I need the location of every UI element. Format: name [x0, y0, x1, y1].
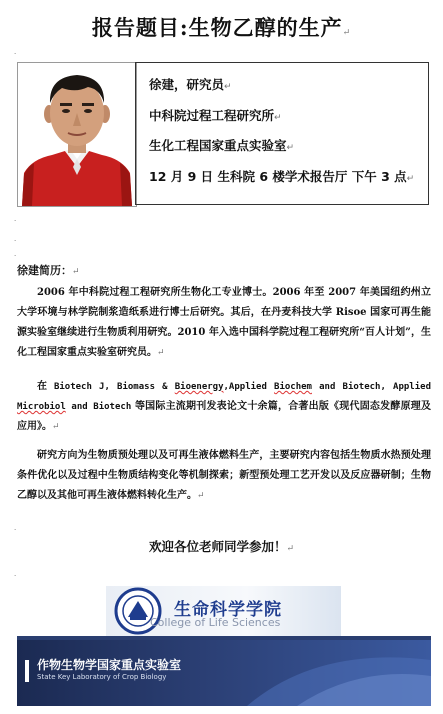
bio-paragraph-publications: 在 Biotech J, Biomass & Bioenergy,Applied Biochem and Biotech, Applied Microbiol and Biotech 等国际主流期刊发表论文十余篇，合著出版《现代固态发酵原理及应用》。↵ [17, 381, 432, 432]
speaker-name: 徐建，研究员↵ [149, 77, 232, 92]
bio-heading: 徐建简历：↵ [17, 264, 80, 277]
journal-list: Biotech J, Biomass & Bioenergy,Applied Biochem and Biotech, Applied Microbiol and Biotech [17, 382, 431, 412]
college-banner [106, 586, 341, 636]
college-name-cn: 生命科学学院 [174, 600, 282, 620]
welcome-message: 欢迎各位老师同学参加！↵ [148, 539, 295, 554]
bio-paragraph-research: 研究方向为生物质预处理以及可再生液体燃料生产，主要研究内容包括生物质水热预处理条件优化以及过程中生物质结构变化等机制探索；新型预处理工艺开发以及反应器研制；生物乙醇以及其他可再生液体燃料转化生产。↵ [17, 450, 431, 501]
bio-paragraph-education: 2006 年中科院过程工程研究所生物化工专业博士。2006 年至 2007 年美国纽约州立大学环境与林学院制浆造纸系进行博士后研究。其后，在丹麦科技大学 Risoe 国家可再生能源实验室继续进行生物质利用研究。2010 年入选中国科学院过程工程研究所“百人计划”，生化工程国家重点实验室研究员。↵ [17, 287, 431, 358]
speaker-info-box [135, 62, 429, 205]
speaker-photo [17, 62, 137, 207]
margin-mark: . [14, 524, 17, 532]
speaker-lab: 生化工程国家重点实验室↵ [149, 138, 295, 153]
speaker-institute: 中科院过程工程研究所↵ [149, 107, 282, 123]
talk-schedule: 12 月 9 日 生科院 6 楼学术报告厅 下午 3 点↵ [149, 168, 415, 184]
lab-bar [25, 660, 29, 682]
margin-mark: . [14, 250, 17, 258]
margin-mark: . [14, 215, 17, 223]
margin-mark: . [14, 570, 17, 578]
college-name-en: College of Life Sciences [150, 616, 281, 629]
margin-mark: . [14, 48, 17, 56]
lab-banner [17, 636, 431, 706]
lab-name-en: State Key Laboratory of Crop Biology [37, 673, 167, 681]
portrait-image [18, 63, 136, 206]
lab-name-cn: 作物生物学国家重点实验室 [37, 658, 182, 672]
margin-mark: . [14, 235, 17, 243]
page-title: 报告题目:生物乙醇的生产↵ [91, 15, 352, 40]
